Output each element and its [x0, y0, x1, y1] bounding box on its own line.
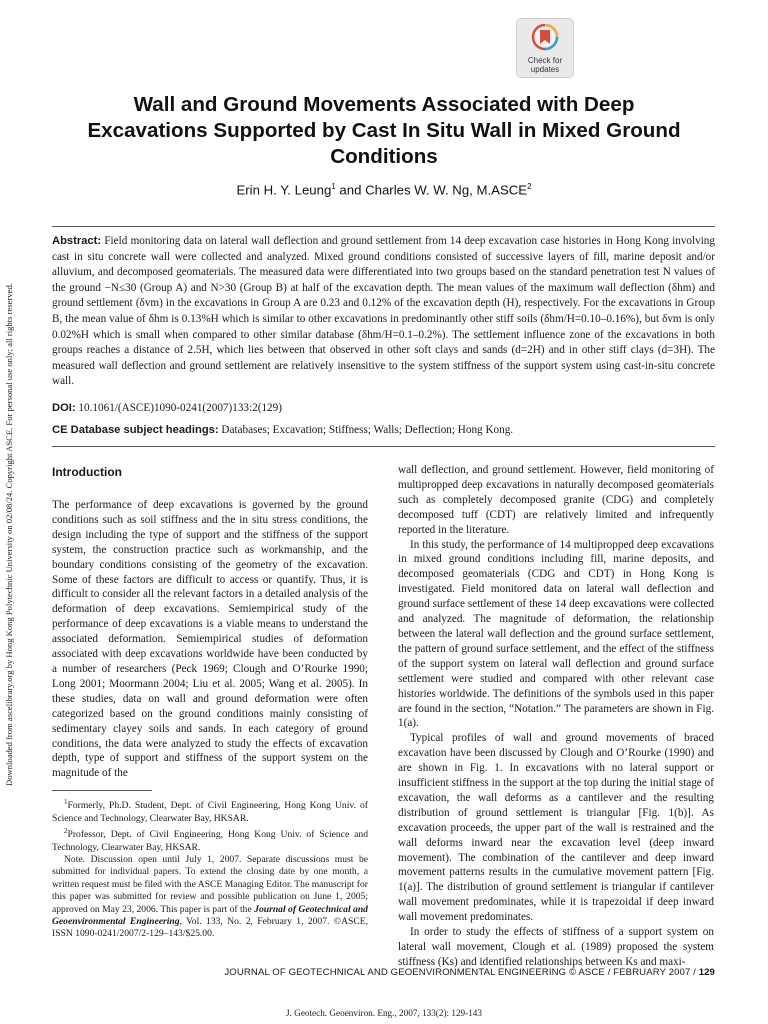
- check-for-updates-badge[interactable]: [516, 18, 574, 78]
- left-column: [52, 498, 368, 781]
- subject-headings: [52, 422, 715, 438]
- doi-line: [52, 400, 715, 416]
- subject-headings-label: CE Database subject headings:: [52, 424, 219, 436]
- author-1-affiliation-mark: 1: [331, 182, 336, 191]
- paragraph: In order to study the effects of stiffness of a support system on lateral wall movement, Clough et al. (1989) proposed the system stiffness (Ks) and identified relationships between Ks and maxi-: [398, 926, 714, 968]
- section-heading-introduction: Introduction: [52, 465, 122, 479]
- abstract: [52, 234, 715, 390]
- footnote-rule: [52, 790, 152, 791]
- journal-footer-text: JOURNAL OF GEOTECHNICAL AND GEOENVIRONMENTAL ENGINEERING © ASCE / FEBRUARY 2007 /: [224, 967, 699, 978]
- paper-title: Wall and Ground Movements Associated with Deep Excavations Supported by Cast In Situ Wall in Mixed Ground Conditions: [87, 93, 681, 168]
- paragraph: wall deflection, and ground settlement. However, field monitoring of multipropped deep excavations in naturally decomposed geomaterials such as completely decomposed granite (CDG) and completely decomposed tuff (CDT) are relatively limited and infrequently reported in the literature.: [398, 464, 714, 536]
- abstract-top-rule: [52, 226, 715, 227]
- author-2: Charles W. W. Ng, M.ASCE: [365, 182, 528, 198]
- subject-headings-value: Databases; Excavation; Stiffness; Walls; Deflection; Hong Kong.: [218, 424, 514, 436]
- citation-line: J. Geotech. Geoenviron. Eng., 2007, 133(2): 129-143: [286, 1008, 482, 1018]
- paragraph: The performance of deep excavations is governed by the ground conditions such as soil stiffness and the in situ stress conditions, the design including the type of support and the stiffness of the support system, the construction practice such as workmanship, and the boundary conditions consisting of the geometry of the excavation. Some of these factors are difficult to access or quantify. Thus, it is difficult to consider all the relevant factors in a detailed analysis of the deformation of deep excavations. Semiempirical study of the performance of deep excavations is a viable means to understand the associated deformation. Semiempirical studies of deformation associated with deep excavations worldwide have been conducted by a number of researchers (Peck 1969; Clough and O’Rourke 1990; Long 2001; Moormann 2004; Liu et al. 2005; Wang et al. 2005). In these studies, data on wall and ground deformation were often categorized based on the ground conditions mainly consisting of sedimentary clayey soils and sands. In each category of ground conditions, the data were analyzed to study the effects of excavation depth, type of support and stiffness of the support system on the magnitude of the: [52, 499, 368, 780]
- discussion-note: Note. Discussion open until July 1, 2007. Separate discussions must be submitted for individual papers. To extend the closing date by one month, a written request must be filed with the ASCE Managing Editor. The manuscript for this paper was submitted for review and possible publication on June 1, 2005; approved on May 23, 2006. This paper is part of the Journal of Geotechnical and Geoenvironmental Engineering, Vol. 133, No. 2, February 1, 2007. ©ASCE, ISSN 1090-0241/2007/2-129–143/$25.00.: [52, 854, 369, 940]
- abstract-bottom-rule: [52, 446, 715, 447]
- badge-label: Check for updates: [527, 56, 563, 74]
- doi-value[interactable]: 10.1061/(ASCE)1090-0241(2007)133:2(129): [75, 402, 282, 414]
- paragraph: In this study, the performance of 14 multipropped deep excavations in mixed ground conditions including fill, marine deposits, and decomposed geomaterials (CDG and CDT) in Hong Kong is investigated. Field monitored data on lateral wall deflection and ground surface settlement of these 14 deep excavations were collected and analyzed. The magnitude of deformation, the relationship between the lateral wall deflection and the ground surface settlement, the pattern of ground surface settlement, and the effect of the stiffness of the support system on lateral wall deflection and ground surface settlement were studied and compared with other relevant case histories worldwide. The definitions of the symbols used in this paper are found in the section, “Notation.” The parameters are shown in Fig. 1(a).: [398, 538, 714, 730]
- journal-footer: [52, 967, 715, 978]
- author-1: Erin H. Y. Leung: [236, 182, 332, 198]
- authors-conjunction: and: [335, 182, 366, 198]
- abstract-label: Abstract:: [52, 235, 102, 247]
- download-notice: Downloaded from ascelibrary.org by Hong Kong Polytechnic University on 02/08/24. Copyright ASCE. For personal use only; all rights reserved.: [4, 283, 14, 786]
- page-number: 129: [698, 967, 715, 978]
- author-2-affiliation-mark: 2: [527, 182, 532, 191]
- paragraph: Typical profiles of wall and ground movements of braced excavation have been discussed by Clough and O’Rourke (1990) and are shown in Fig. 1. In excavations with no lateral support or insufficient stiffness in the support at the top during the initial stage of excavation, the wall deforms as a cantilever and the resulting distribution of ground settlement is triangular [Fig. 1(b)]. As excavation proceeds, the upper part of the wall is restrained and the wall deforms inward near the excavation level (deep inward movement). The combination of the cantilever and deep inward movement patterns results in the cumulative movement pattern [Fig. 1(a)]. The distribution of ground settlement is triangular if cantilever wall movement predominates, while it is trapezoidal if deep inward wall movement predominates.: [398, 732, 714, 924]
- footnote-1: $^1$Formerly, Ph.D. Student, Dept. of Civil Engineering, Hong Kong Univ. of Science and Technology, Clearwater Bay, HKSAR.: [52, 798, 368, 824]
- journal-name: Journal of Geotechnical and Geoenvironmental Engineering: [52, 903, 368, 928]
- authors-line: [80, 182, 688, 197]
- right-column: [398, 463, 714, 970]
- abstract-text: Field monitoring data on lateral wall deflection and ground settlement from 14 deep excavation case histories in Hong Kong involving cast in situ concrete wall were collected and analyzed. Mixed ground conditions consisted of successive layers of fill, marine deposit and/or alluvium, and decomposed geomaterials. The measured data were differentiated into two groups based on the standard penetration test N values of the ground −N≤30 (Group A) and N>30 (Group B) at half of the excavation depth. The mean values of the maximum wall deflection (δhm) and ground settlement (δvm) in the excavations in Group A are 0.23 and 0.12% of the excavation depth (H), respectively. For the excavations in Group B, the mean value of δhm is 0.13%H which is similar to other excavations in predominantly other stiff soils (δhm/H=0.10–0.16%), but δvm is only 0.02%H which is small when compared to other similar database (δhm/H=0.1–0.2%). The settlement influence zone of the excavations in both groups reaches a distance of 2.5H, which lies between that observed in other soft clays and sands (d=2H) and in other stiff clays (d=3H). The measured wall deflection and ground settlement are relatively insensitive to the system stiffness of the support system using cast-in-situ concrete wall.: [52, 235, 715, 388]
- footnotes: [52, 796, 368, 941]
- doi-label: DOI:: [52, 402, 76, 414]
- footnote-2: $^2$Professor, Dept. of Civil Engineering, Hong Kong Univ. of Science and Technology, Clearwater Bay, HKSAR.: [52, 827, 368, 853]
- bookmark-ribbon-icon: [531, 24, 559, 54]
